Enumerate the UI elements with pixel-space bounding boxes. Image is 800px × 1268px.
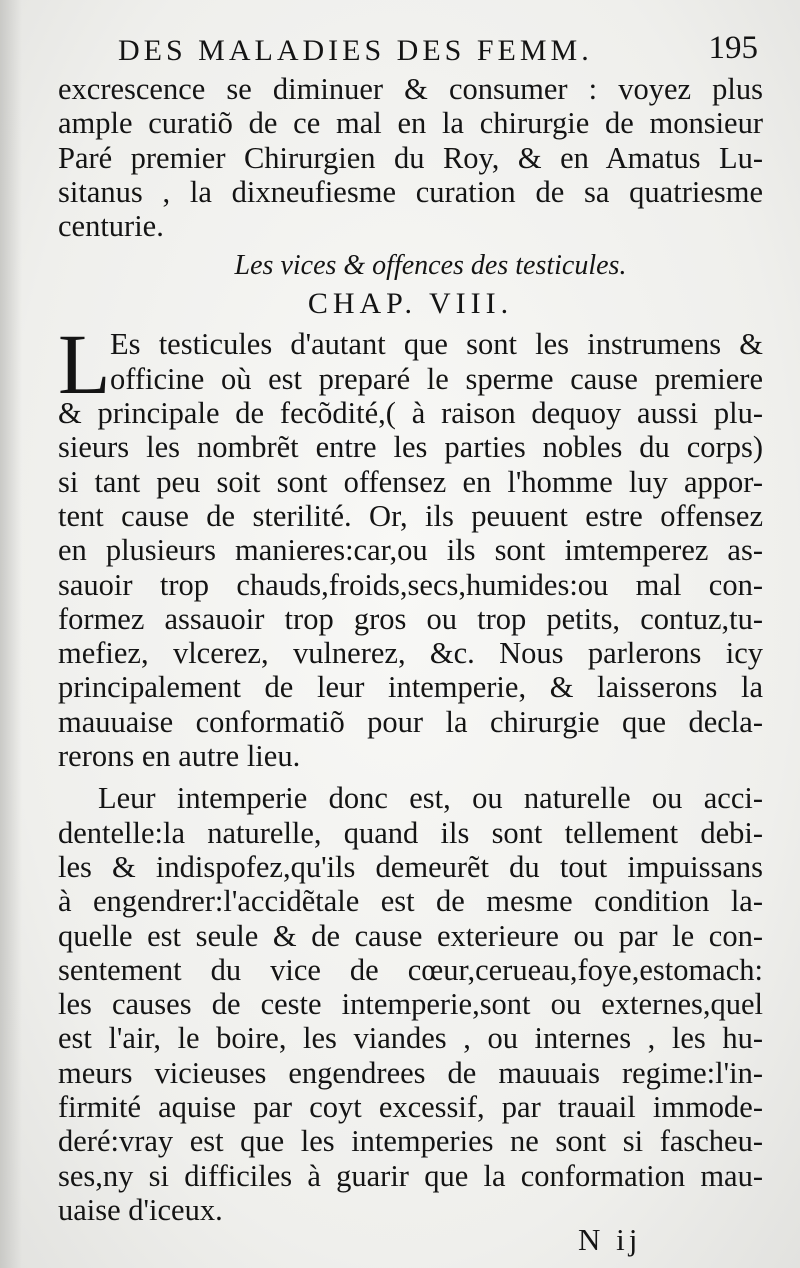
text-line: Leur intemperie donc est, ou naturelle ou acci-: [98, 781, 763, 816]
section-title: Les vices & offences des testicules.: [234, 250, 627, 282]
text-line: officine où est preparé le sperme cause premiere: [110, 361, 763, 396]
text-line: uaise d'iceux.: [58, 1192, 223, 1227]
signature-mark: N ij: [578, 1222, 642, 1257]
text-line: centurie.: [58, 209, 164, 244]
text-line: sauoir trop chauds,froids,secs,humides:ou mal con-: [58, 567, 763, 602]
text-line: est l'air, le boire, les viandes , ou internes , les hu-: [58, 1021, 763, 1056]
paragraph-1: [58, 316, 763, 774]
text-line: ample curatiõ de ce mal en la chirurgie de monsieur: [58, 106, 763, 141]
text-line: & principale de fecõdité,( à raison dequoy aussi plu-: [58, 396, 763, 431]
text-block: [58, 72, 763, 1227]
text-line: tent cause de sterilité. Or, ils peuuent estre offensez: [58, 498, 763, 533]
text-line: sieurs les nombrẽt entre les parties nobles du corps): [58, 430, 763, 465]
page-header: [118, 30, 758, 74]
paragraph-2: [58, 781, 763, 1227]
text-line: à engendrer:l'accidẽtale est de mesme condition la-: [58, 884, 763, 919]
text-line: formez assauoir trop gros ou trop petits, contuz,tu-: [58, 601, 763, 636]
text-line: les & indispofez,qu'ils demeurẽt du tout impuissans: [58, 849, 763, 884]
text-line: si tant peu soit sont offensez en l'homme luy appor-: [58, 464, 763, 499]
text-line: rerons en autre lieu.: [58, 739, 301, 774]
text-line: quelle est seule & de cause exterieure ou par le con-: [58, 918, 763, 953]
text-line: principalement de leur intemperie, & laisserons la: [58, 670, 763, 705]
text-line: sentement du vice de cœur,cerueau,foye,estomach:: [58, 952, 763, 987]
text-line: meurs vicieuses engendrees de mauuais regime:l'in-: [58, 1055, 763, 1090]
binding-shadow: [0, 0, 22, 1268]
text-line: les causes de ceste intemperie,sont ou externes,quel: [58, 987, 763, 1022]
text-line: excrescence se diminuer & consumer : voyez plus: [58, 72, 763, 106]
text-line: mefiez, vlcerez, vulnerez, &c. Nous parlerons icy: [58, 636, 763, 671]
page-number: 195: [708, 30, 758, 66]
continued-paragraph: [58, 72, 763, 243]
text-line: Es testicules d'autant que sont les instrumens &: [110, 327, 763, 362]
text-line: ses,ny si difficiles à guarir que la conformation mau-: [58, 1158, 763, 1193]
text-line: dentelle:la naturelle, quand ils sont tellement debi-: [58, 815, 763, 850]
text-line: sitanus , la dixneufiesme curation de sa quatriesme: [58, 174, 763, 209]
text-line: Paré premier Chirurgien du Roy, & en Amatus Lu-: [58, 140, 763, 175]
drop-cap: L: [58, 316, 111, 413]
text-line: firmité aquise par coyt excessif, par trauail immode-: [58, 1090, 763, 1125]
text-line: en plusieurs manieres:car,ou ils sont imtemperez as-: [58, 533, 763, 568]
running-head: DES MALADIES DES FEMM.: [118, 34, 593, 67]
text-line: deré:vray est que les intemperies ne sont si fascheu-: [58, 1124, 763, 1159]
chapter-heading: CHAP. VIII.: [307, 287, 514, 321]
text-line: mauuaise conformatiõ pour la chirurgie que decla-: [58, 704, 763, 739]
